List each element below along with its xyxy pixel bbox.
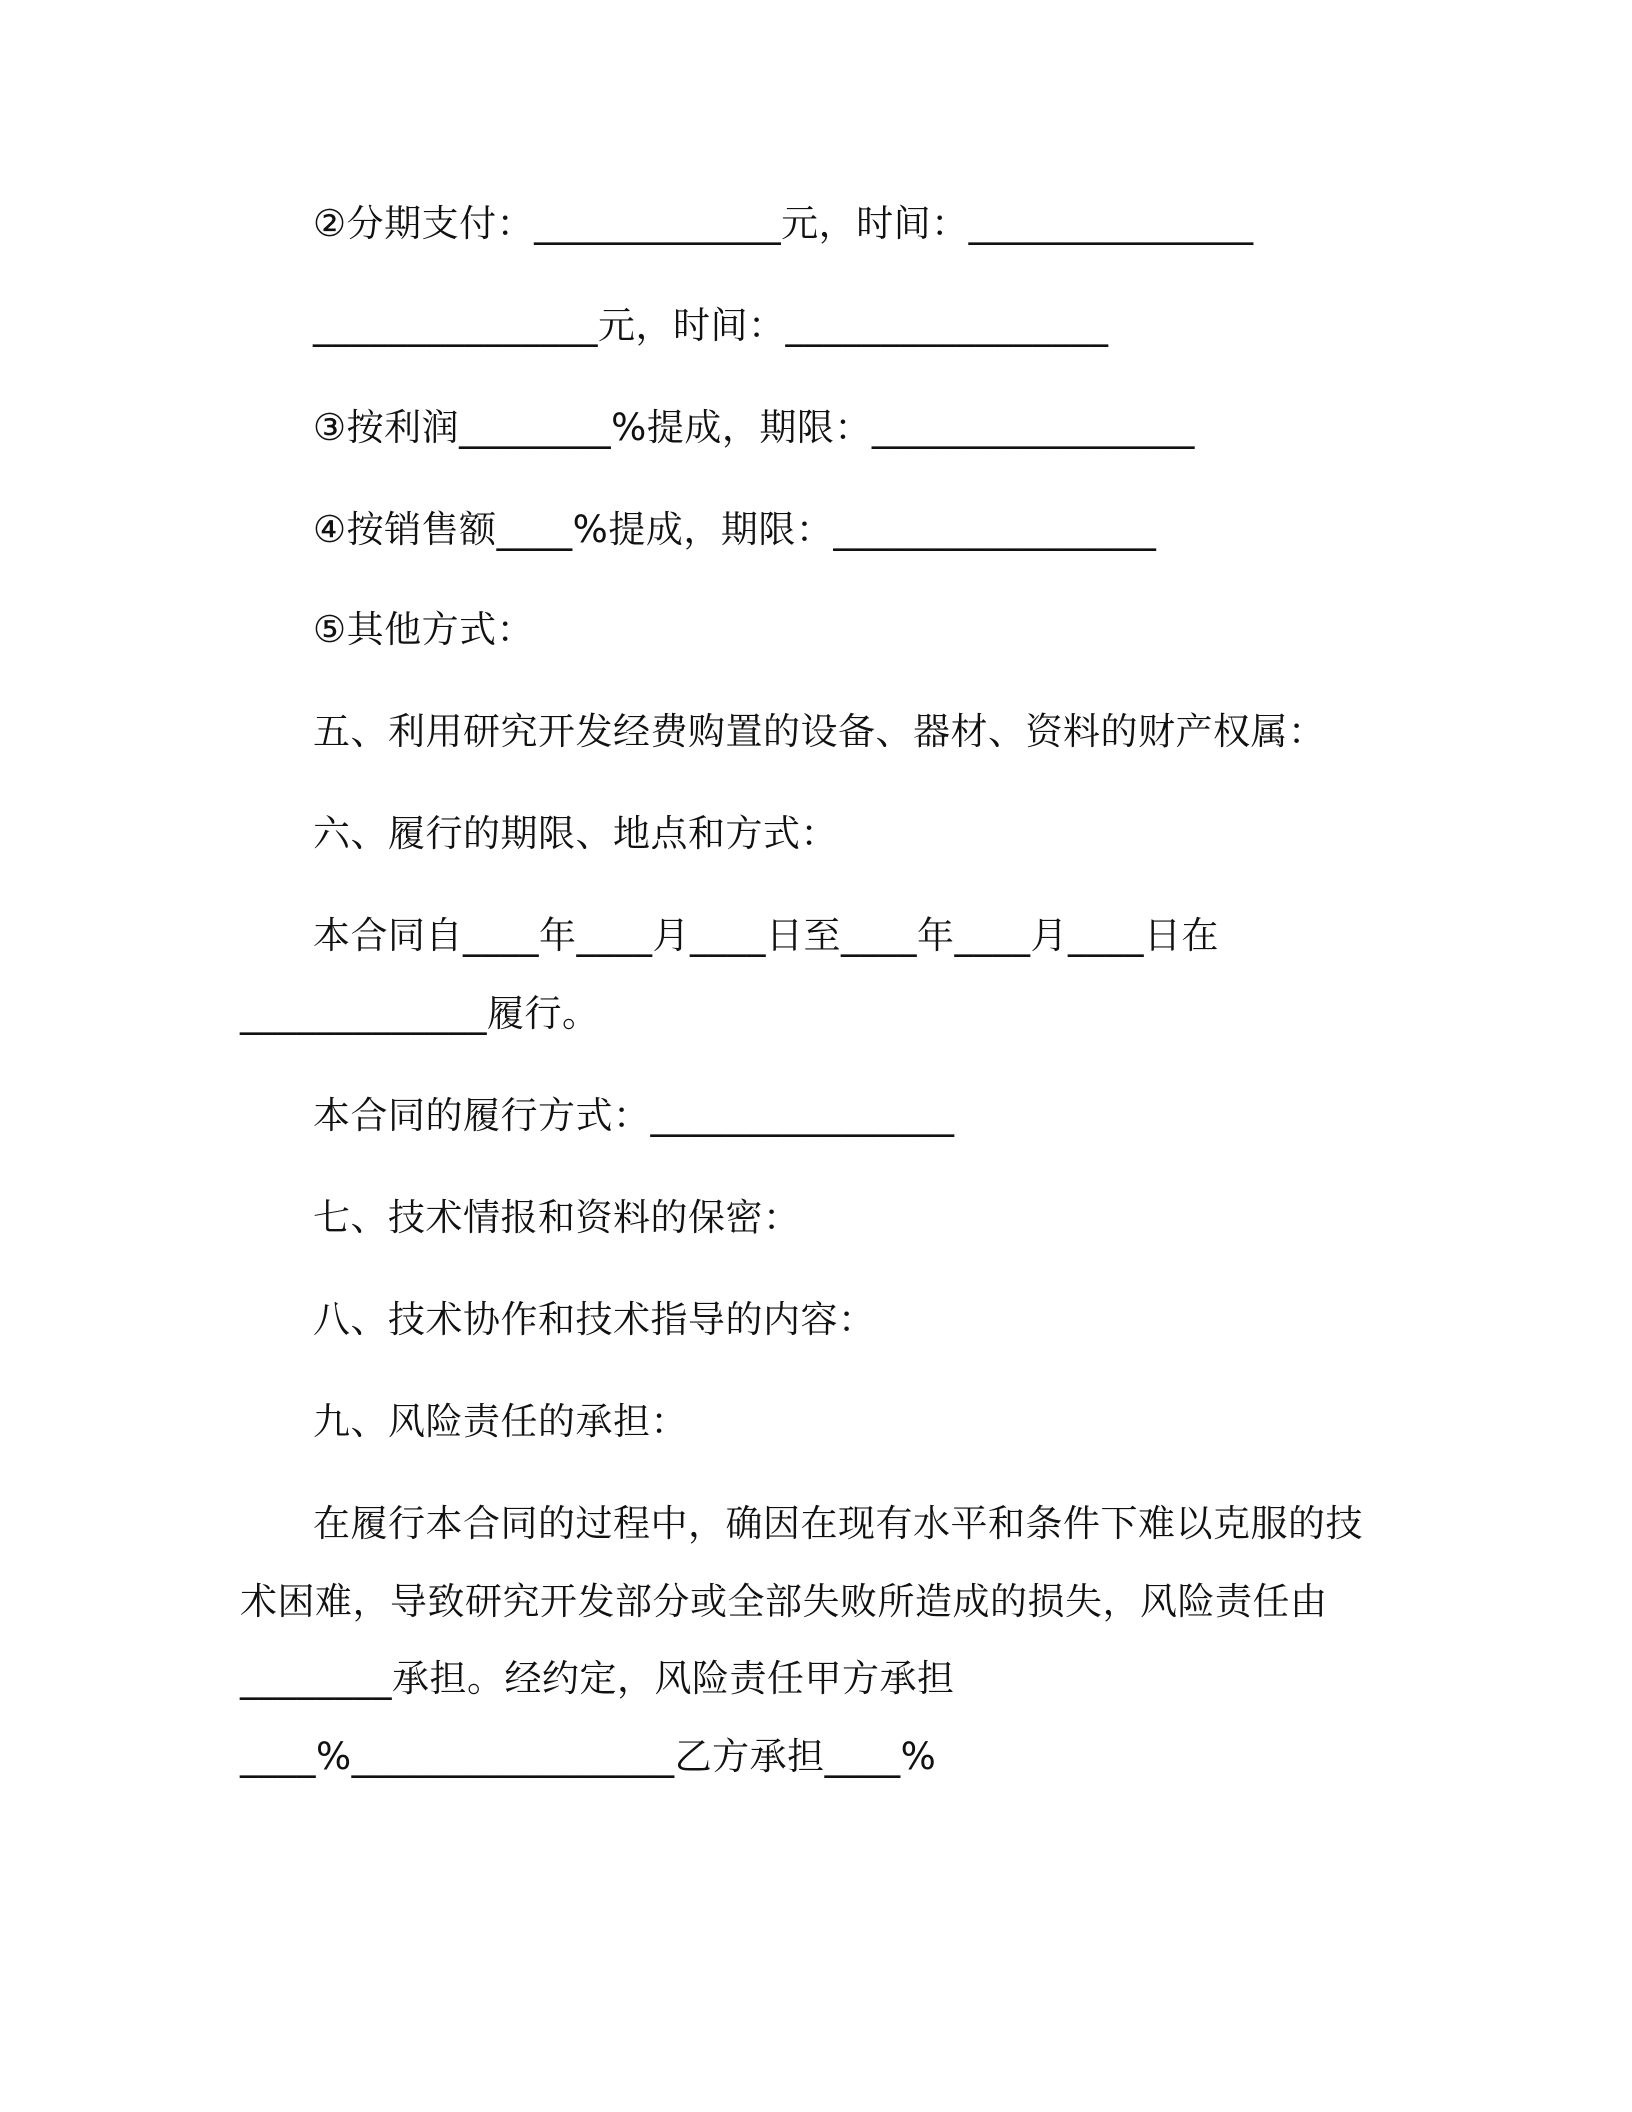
section-eight-heading: 八、技术协作和技术指导的内容： [313,1298,876,1341]
performance-place-line: _____________履行。 [240,992,600,1035]
risk-paragraph-line-1: 在履行本合同的过程中，确因在现有水平和条件下难以克服的技 [313,1502,1363,1545]
profit-commission-line: ③按利润________%提成，期限：_________________ [313,406,1195,449]
risk-paragraph-line-3: ________承担。经约定，风险责任甲方承担 [240,1657,955,1700]
performance-period-line: 本合同自____年____月____日至____年____月____日在 [313,914,1219,957]
installment-payment-line: ②分期支付：_____________元，时间：_______________ [313,202,1254,245]
section-seven-heading: 七、技术情报和资料的保密： [313,1196,801,1239]
performance-method-line: 本合同的履行方式：________________ [313,1094,955,1137]
section-five-heading: 五、利用研究开发经费购置的设备、器材、资料的财产权属： [313,710,1326,753]
other-method-line: ⑤其他方式： [313,608,535,651]
risk-share-line: ____%_________________乙方承担____% [240,1735,937,1778]
section-six-heading: 六、履行的期限、地点和方式： [313,812,838,855]
section-nine-heading: 九、风险责任的承担： [313,1400,688,1443]
sales-commission-line: ④按销售额____%提成，期限：_________________ [313,508,1157,551]
risk-paragraph-line-2: 术困难，导致研究开发部分或全部失败所造成的损失，风险责任由 [240,1580,1328,1623]
installment-payment-continuation-line: _______________元，时间：_________________ [313,304,1109,347]
